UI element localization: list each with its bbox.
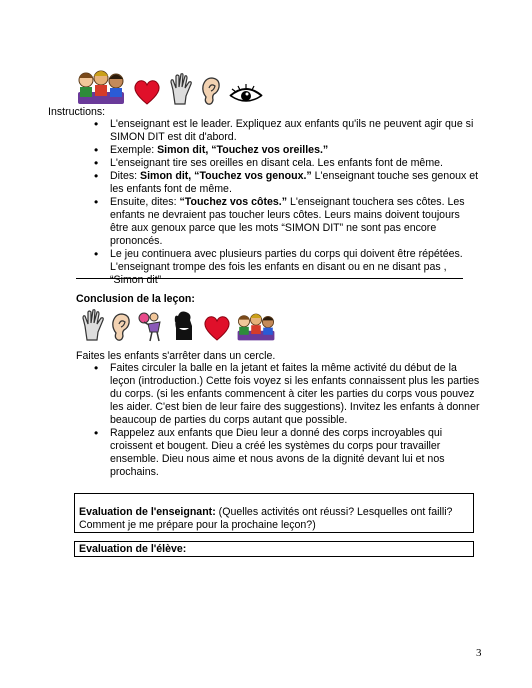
teacher-evaluation-box [74, 493, 474, 533]
eye-icon [228, 84, 264, 106]
children-group-icon [76, 66, 126, 106]
page-number: 3 [476, 647, 482, 659]
ear-icon [200, 76, 222, 106]
instructions-icon-row [76, 66, 264, 106]
bullet-item [92, 248, 480, 287]
text: Ensuite, dites: [110, 196, 180, 208]
heart-icon [132, 78, 162, 106]
student-evaluation-box [74, 541, 474, 557]
bullet-item [92, 427, 484, 479]
dog-icon [170, 308, 198, 342]
teacher-evaluation-label: Evaluation de l'enseignant: [79, 506, 216, 518]
text: Le jeu continuera avec plusieurs parties du corps qui doivent être répétées. L'enseignant trompe des fois les enfants en disant ou en ne disant pas , “Simon dit” [110, 248, 463, 286]
text: L'enseignant est le leader. Expliquez aux enfants qu'ils ne peuvent agir que si SIMON DIT est dit d'abord. [110, 118, 474, 143]
conclusion-intro: Faites les enfants s'arrêter dans un cercle. [76, 350, 276, 362]
text: Exemple: [110, 144, 158, 156]
text: L'enseignant touche ses genoux et les enfants font de même. [110, 170, 479, 195]
bold-text: Simon dit, “Touchez vos genoux.” [140, 170, 312, 182]
text: Faites circuler la balle en la jetant et faites la même activité du début de la leçon (introduction.) Cette fois voyez si les enfants connaissent plus les parties du corps. (si les enfants commencent à citer les parties du corps vous pouvez les aider. C'est bien de leur faire des suggestions). Invitez les enfants à donner beaucoup de parties du corps autant que possible. [110, 362, 480, 426]
bold-text: “Touchez vos côtes.” [179, 196, 288, 208]
bullet-item [92, 157, 480, 170]
bullet-item [92, 144, 480, 157]
hand-icon [80, 308, 106, 342]
instructions-label: Instructions: [48, 106, 106, 118]
bullet-item [92, 118, 480, 144]
text: L'enseignant touchera ses côtes. Les enfants ne devraient pas toucher leurs côtes. Leurs mains doivent toujours être aux genoux parce que les mots “SIMON DIT” ne sont pas encore prononcés. [110, 196, 465, 247]
conclusion-list [92, 362, 484, 479]
girl-with-ball-icon [136, 310, 166, 342]
section-divider [76, 278, 463, 279]
text: Dites: [110, 170, 141, 182]
ear-icon [110, 312, 132, 342]
instructions-list [92, 118, 480, 287]
bold-text: Simon dit, “Touchez vos oreilles.” [157, 144, 329, 156]
bullet-item [92, 196, 480, 248]
text: Rappelez aux enfants que Dieu leur a donné des corps incroyables qui croissent et bougent. Dieu a créé les systèmes du corps pour travailler ensemble. Dieu nous aime et nous avons de la dignité devant lui et nos prochains. [110, 427, 445, 478]
conclusion-icon-row [80, 308, 276, 342]
hand-icon [168, 72, 194, 106]
heart-icon [202, 314, 232, 342]
bullet-item [92, 170, 480, 196]
bullet-item [92, 362, 484, 427]
student-evaluation-label: Evaluation de l'élève: [79, 543, 187, 555]
teacher-evaluation-prompt: (Quelles activités ont réussi? Lesquelles ont failli? Comment je me prépare pour la prochaine leçon?) [79, 506, 453, 531]
children-group-icon [236, 310, 276, 342]
conclusion-heading: Conclusion de la leçon: [76, 293, 195, 305]
text: L'enseignant tire ses oreilles en disant cela. Les enfants font de même. [110, 157, 443, 169]
